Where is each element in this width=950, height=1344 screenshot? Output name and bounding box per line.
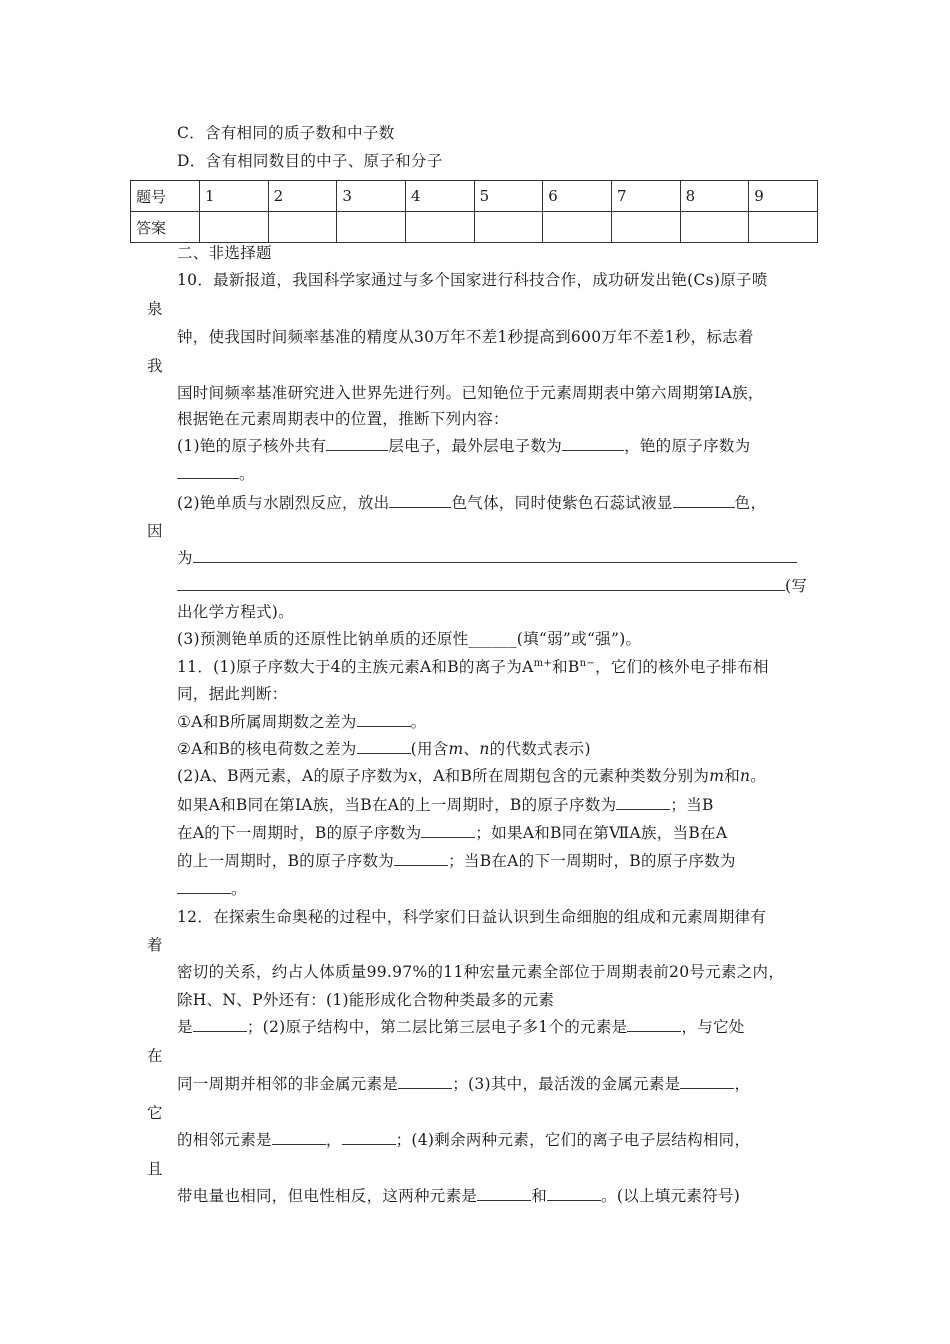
answer-blank[interactable] <box>673 493 735 508</box>
q12-line6-wrap: 且 <box>147 1160 163 1178</box>
variable-n: n <box>740 767 751 785</box>
q12-text: 同一周期并相邻的非金属元素是 <box>177 1075 399 1093</box>
q12-text: ；(3)其中，最活泼的金属元素是 <box>452 1075 681 1093</box>
q11-text: ①A和B所属周期数之差为 <box>177 713 357 731</box>
answer-blank[interactable] <box>562 436 624 451</box>
question-number-cell: 8 <box>680 181 749 212</box>
q10-line2-wrap: 我 <box>147 357 163 375</box>
q12-line7 <box>177 1186 740 1206</box>
q10-part2-text: 为 <box>177 549 193 567</box>
q11-text: 。 <box>750 767 767 785</box>
question-number-cell: 9 <box>749 181 818 212</box>
question-number-cell: 1 <box>200 181 269 212</box>
q12-text: 。(以上填元素符号) <box>601 1187 741 1205</box>
answer-cell[interactable] <box>611 212 680 243</box>
q11-text: (用含 <box>410 740 449 758</box>
q10-part2-end: 出化学方程式)。 <box>177 603 294 621</box>
q12-text: 带电量也相同，但电性相反，这两种元素是 <box>177 1187 478 1205</box>
answer-blank[interactable] <box>394 851 448 866</box>
q10-part1-text: ，铯的原子序数为 <box>624 437 751 455</box>
q11-text: 。 <box>410 713 427 731</box>
q11-line3 <box>177 712 426 732</box>
answer-blank[interactable] <box>272 1130 326 1145</box>
q11-text: 和 <box>724 767 740 785</box>
answer-blank[interactable] <box>177 576 785 591</box>
q11-text: ，它们的核外电子排布相 <box>595 658 769 676</box>
q10-line1: 10．最新报道，我国科学家通过与多个国家进行科技合作，成功研发出铯(Cs)原子喷 <box>177 271 768 289</box>
answer-header: 答案 <box>131 212 200 243</box>
q12-line2: 密切的关系，约占人体质量99.97%的11种宏量元素全部位于周期表前20号元素之内， <box>177 963 785 981</box>
q11-line9 <box>177 879 247 899</box>
q12-line6 <box>177 1130 750 1150</box>
q10-line1-wrap: 泉 <box>147 300 163 318</box>
question-number-cell: 4 <box>405 181 474 212</box>
q11-text: 11．(1)原子序数大于4的主族元素A和B的离子为A <box>177 658 534 676</box>
q11-text: 的上一周期时，B的原子序数为 <box>177 852 395 870</box>
q11-text: ；如果A和B同在第ⅦA族，当B在A <box>475 824 728 842</box>
question-number-cell: 6 <box>543 181 612 212</box>
section-title: 二、非选择题 <box>177 244 272 262</box>
answer-blank[interactable] <box>616 795 670 810</box>
answer-cell[interactable] <box>268 212 337 243</box>
question-number-cell: 3 <box>337 181 406 212</box>
q10-part2-text: 色气体，同时使紫色石蕊试液显 <box>451 494 673 512</box>
answer-blank[interactable] <box>177 464 239 479</box>
q12-text: ；(2)原子结构中，第二层比第三层电子多1个的元素是 <box>246 1018 628 1036</box>
q10-part1 <box>177 436 750 456</box>
question-number-header: 题号 <box>131 181 200 212</box>
variable-x: x <box>408 767 418 785</box>
answer-blank[interactable] <box>547 1186 601 1201</box>
answer-cell[interactable] <box>474 212 543 243</box>
q11-line2: 同，据此判断： <box>177 685 288 703</box>
q11-text: 的代数式表示) <box>489 740 591 758</box>
q11-text: 。 <box>231 880 247 898</box>
answer-cell[interactable] <box>200 212 269 243</box>
q10-part2-equation <box>177 576 807 596</box>
q11-text: 如果A和B同在第ⅠA族，当B在A的上一周期时，B的原子序数为 <box>177 796 617 814</box>
q11-line5 <box>177 766 766 786</box>
q10-line3: 国时间频率基准研究进入世界先进行列。已知铯位于元素周期表中第六周期第ⅠA族， <box>177 384 764 402</box>
q11-text: ②A和B的核电荷数之差为 <box>177 740 357 758</box>
q12-text: 和 <box>531 1187 548 1205</box>
q10-line4: 根据铯在元素周期表中的位置，推断下列内容： <box>177 410 509 428</box>
q11-text: 在A的下一周期时，B的原子序数为 <box>177 824 422 842</box>
q12-line3: 除H、N、P外还有：(1)能形成化合物种类最多的元素 <box>177 991 555 1009</box>
q11-text: (2)A、B两元素，A的原子序数为 <box>177 767 409 785</box>
option-c: C．含有相同的质子数和中子数 <box>177 124 395 142</box>
answer-blank[interactable] <box>389 493 451 508</box>
answer-table-number-row <box>131 181 818 212</box>
q12-text: ， <box>325 1131 342 1149</box>
superscript: m+ <box>533 658 553 669</box>
q12-line5-wrap: 它 <box>147 1104 163 1122</box>
answer-cell[interactable] <box>337 212 406 243</box>
q10-part2-text: 色， <box>734 494 767 512</box>
answer-blank[interactable] <box>680 1074 734 1089</box>
q10-part1-text: (1)铯的原子核外共有 <box>177 437 327 455</box>
answer-blank[interactable] <box>177 879 231 894</box>
q12-line1-wrap: 着 <box>147 936 163 954</box>
q10-part2-wrap: 因 <box>147 522 163 540</box>
answer-blank[interactable] <box>627 1017 681 1032</box>
q12-text: ；(4)剩余两种元素，它们的离子电子层结构相同， <box>395 1131 751 1149</box>
q10-line2: 钟，使我国时间频率基准的精度从30万年不差1秒提高到600万年不差1秒，标志着 <box>177 328 754 346</box>
q11-text: 和B <box>552 658 580 676</box>
q11-line8 <box>177 851 736 871</box>
question-number-cell: 2 <box>268 181 337 212</box>
q11-text: ；当B在A的下一周期时，B的原子序数为 <box>448 852 736 870</box>
q10-part2-because <box>177 548 797 568</box>
answer-blank[interactable] <box>357 739 411 754</box>
q10-part2 <box>177 493 766 513</box>
answer-blank[interactable] <box>193 548 797 563</box>
q12-line4 <box>177 1017 745 1037</box>
answer-table-answer-row <box>131 212 818 243</box>
q11-text: ；当B <box>670 796 714 814</box>
variable-n: n <box>479 740 490 758</box>
question-number-cell: 7 <box>611 181 680 212</box>
q12-text: ， <box>734 1075 751 1093</box>
q11-text: ，A和B所在周期包含的元素种类数分别为 <box>417 767 710 785</box>
answer-cell[interactable] <box>749 212 818 243</box>
q10-part2-text: (写 <box>785 577 808 595</box>
q10-part1-text: 层电子，最外层电子数为 <box>388 437 563 455</box>
q10-part2-text: (2)铯单质与水剧烈反应，放出 <box>177 494 390 512</box>
variable-m: m <box>448 740 464 758</box>
q11-line1 <box>177 657 769 680</box>
answer-blank[interactable] <box>421 823 475 838</box>
q12-line5 <box>177 1074 750 1094</box>
q11-line7 <box>177 823 727 843</box>
question-number-cell: 5 <box>474 181 543 212</box>
answer-cell[interactable] <box>405 212 474 243</box>
q12-text: 的相邻元素是 <box>177 1131 272 1149</box>
answer-blank[interactable] <box>477 1186 531 1201</box>
answer-cell[interactable] <box>680 212 749 243</box>
answer-cell[interactable] <box>543 212 612 243</box>
q12-line4-wrap: 在 <box>147 1047 163 1065</box>
variable-m: m <box>709 767 725 785</box>
q10-part1-end <box>177 464 255 484</box>
answer-blank[interactable] <box>326 436 388 451</box>
option-d: D．含有相同数目的中子、原子和分子 <box>177 152 443 170</box>
q11-line4 <box>177 739 591 759</box>
q10-part3: (3)预测铯单质的还原性比钠单质的还原性______(填“弱”或“强”)。 <box>177 630 642 648</box>
superscript: n− <box>579 658 596 669</box>
q12-text: ，与它处 <box>681 1018 745 1036</box>
answer-blank[interactable] <box>398 1074 452 1089</box>
q12-text: 是 <box>177 1018 193 1036</box>
answer-blank[interactable] <box>342 1130 396 1145</box>
answer-table <box>130 180 818 243</box>
answer-blank[interactable] <box>193 1017 247 1032</box>
q11-line6 <box>177 795 714 815</box>
q12-line1: 12．在探索生命奥秘的过程中，科学家们日益认识到生命细胞的组成和元素周期律有 <box>177 908 767 926</box>
answer-blank[interactable] <box>357 712 411 727</box>
q10-part1-text: 。 <box>239 465 255 483</box>
q11-text: 、 <box>463 740 480 758</box>
